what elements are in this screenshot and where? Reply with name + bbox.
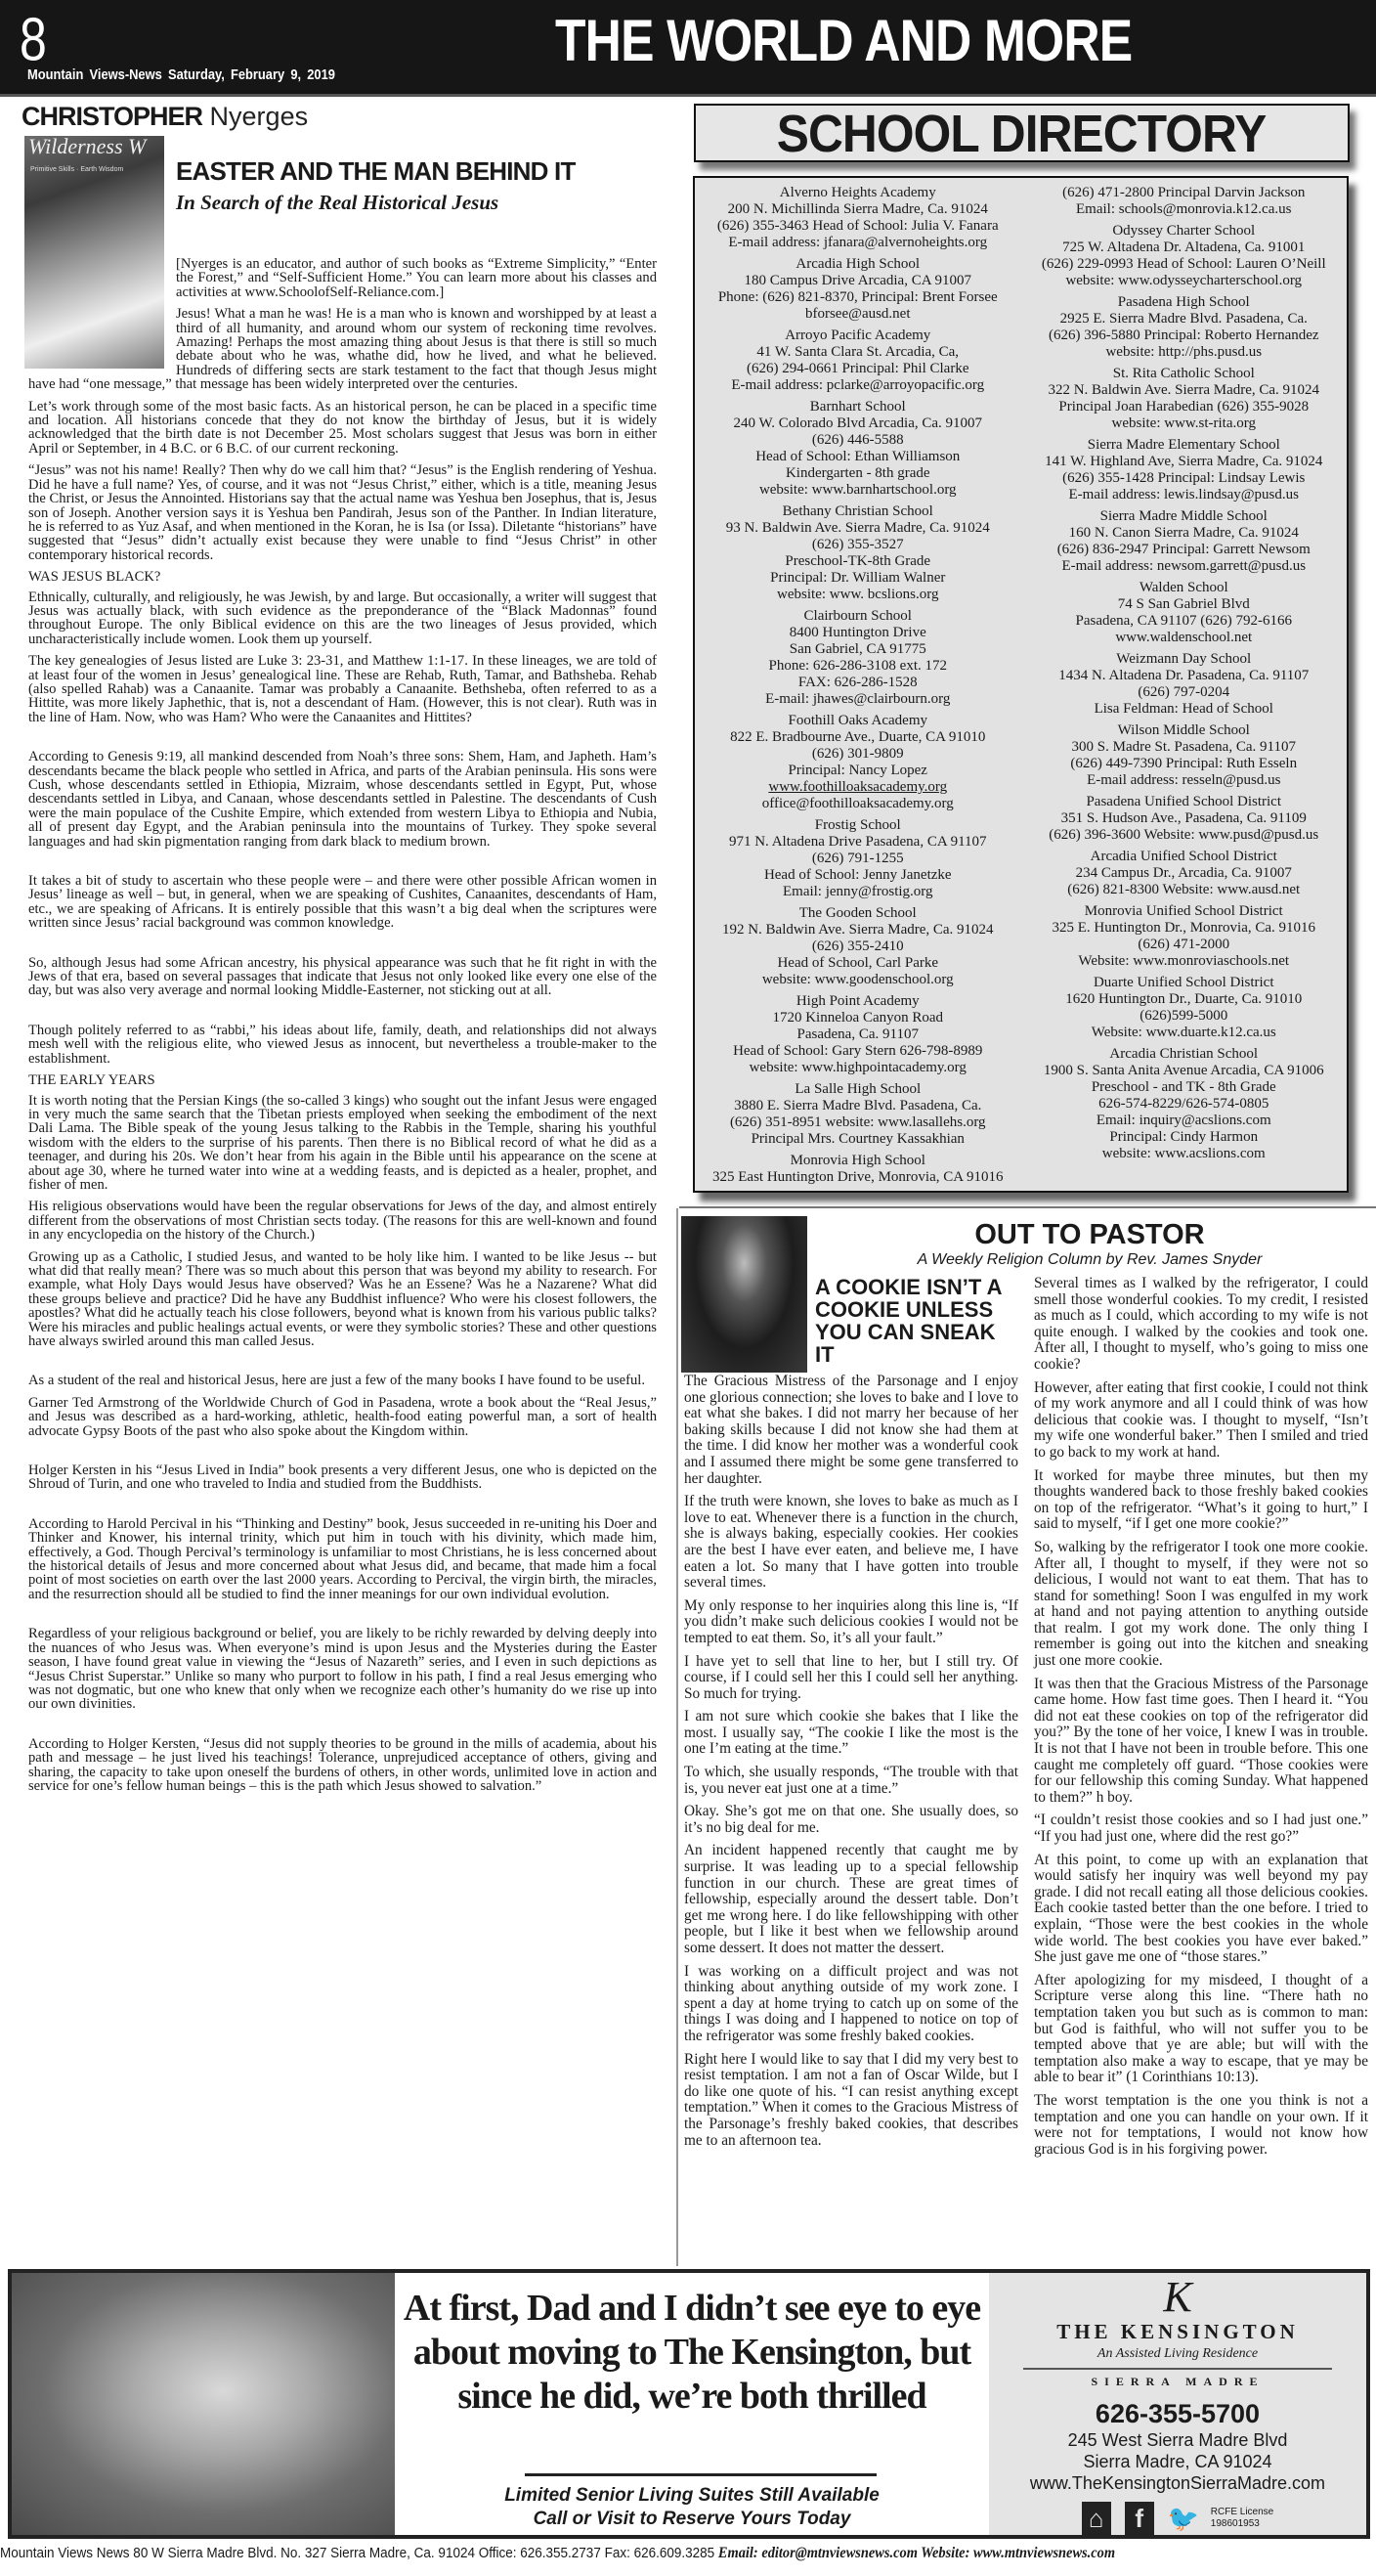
- school-entry: [1021, 1046, 1348, 1162]
- facebook-icon[interactable]: f: [1125, 2502, 1154, 2535]
- school-detail: Kindergarten - 8th grade: [785, 465, 930, 481]
- pastor-paragraph: “I couldn’t resist those cookies and so I had just one.” “If you had just one, where did the rest go?”: [1034, 1812, 1368, 1845]
- school-name: Wilson Middle School: [1117, 722, 1250, 738]
- school-detail: 325 East Huntington Drive, Monrovia, CA 91016: [712, 1169, 1004, 1185]
- school-detail: 351 S. Hudson Ave., Pasadena, Ca. 91109: [1060, 810, 1307, 826]
- article-paragraph: Regardless of your religious background or belief, you are likely to be richly rewarded by delving deeply into the nuances of who Jesus was. When everyone’s mind is upon Jesus and the Mysteries during the Easter season, I have found great value in viewing the “Jesus of Nazareth” series, and I even in such depictions as “Jesus Christ Superstar.” Unlike so many who purport to follow in his path, I find a real Jesus emerging who was not dogmatic, but one who knew that only when we recognize each other’s humanity do we rise up into our own divinities.: [28, 1626, 657, 1713]
- school-detail: (626)599-5000: [1140, 1008, 1228, 1024]
- school-detail: 322 N. Baldwin Ave. Sierra Madre, Ca. 91024: [1048, 382, 1320, 398]
- school-detail[interactable]: www.foothilloaksacademy.org: [768, 779, 948, 795]
- school-name: (626) 471-2800 Principal Darvin Jackson: [1062, 185, 1306, 200]
- school-detail: 1900 S. Santa Anita Avenue Arcadia, CA 91006: [1043, 1063, 1324, 1078]
- school-detail: 200 N. Michillinda Sierra Madre, Ca. 91024: [727, 201, 988, 217]
- pastor-paragraph: I am not sure which cookie she bakes that I like the most. I usually say, “The cookie I like the most is the one I’m eating at the time.”: [684, 1708, 1018, 1758]
- school-name: Pasadena Unified School District: [1086, 794, 1282, 809]
- pastor-paragraph: If the truth were known, she loves to bake as much as I love to eat. Whenever there is a function in the church, she is always baking, especially cookies. Her cookies are the best I have ever eaten, and believe me, I have eaten a lot. So many that I have gotten into trouble several times.: [684, 1493, 1018, 1592]
- school-detail[interactable]: www.waldenschool.net: [1115, 630, 1253, 645]
- author-last-name: Nyerges: [209, 102, 309, 131]
- brand-subtitle: An Assisted Living Residence: [1096, 2346, 1259, 2361]
- school-detail[interactable]: website: www.acslions.com: [1101, 1146, 1266, 1161]
- article-easter: [28, 136, 657, 1801]
- article-paragraph: According to Genesis 9:19, all mankind descended from Noah’s three sons: Shem, Ham, and Japheth. Ham’s descendants became the black people who settled in Africa, and parts of the Arabian peninsula. His sons were Cush, whose descendants settled in Ethiopia, Mizraim, whose descendants settled in Egypt, Put, whose descendants settled in Libya, and Canaan, whose descendants settled in Palestine. The descendants of Cush were the main populace of the Cushite Empire, which extended from western Libya to Ethiopia and Nubia, all of present day Egypt, and the Arabian peninsula into the mountains of Turkey. They spoke several languages and had skin pigmentation ranging from dark black to medium brown.: [28, 749, 657, 850]
- school-detail: Preschool - and TK - 8th Grade: [1091, 1079, 1276, 1095]
- pastor-paragraph: Several times as I walked by the refrigerator, I could smell those wonderful cookies. To my credit, I resisted as much as I could, which according to my wife is not quite enough. I walked by the cookies and took one. After all, I thought to myself, who’s going to miss one cookie?: [1034, 1275, 1368, 1373]
- author-first-name: CHRISTOPHER: [22, 102, 203, 131]
- school-detail: (626) 355-2410: [811, 939, 904, 954]
- photo-caption-title: Wilderness W: [28, 136, 147, 158]
- school-directory-title: [694, 104, 1350, 162]
- page-number: 8: [20, 5, 47, 74]
- school-detail: (626) 396-5880 Principal: Roberto Hernandez: [1048, 327, 1319, 343]
- school-name: Monrovia High School: [790, 1153, 925, 1168]
- article-paragraph: Jesus! What a man he was! He is a man who is known and worshipped by at least a third of all humanity, and around whom our system of reckoning time revolves. Amazing! Perhaps the most amazing thing about Jesus is that there is still so much debate about who he was, whathe did, how he lived, and what he believed. Hundreds of differing sects are stark testament to the fact that though Jesus might have had “one message,” that message has been widely interpreted over the centuries.: [28, 306, 657, 393]
- school-detail: Principal: Nancy Lopez: [788, 763, 927, 778]
- pastor-headline: A COOKIE ISN’T A COOKIE UNLESS YOU CAN SNEAK IT: [815, 1275, 1002, 1367]
- school-detail: 141 W. Highland Ave, Sierra Madre, Ca. 91024: [1045, 454, 1323, 469]
- school-detail[interactable]: website: www.barnhartschool.org: [758, 482, 957, 498]
- pastor-paragraph: However, after eating that first cookie, I could not think of my work anymore and all I could think of was how delicious that cookie was. I thought to myself, “Isn’t my wife one wonderful baker.” Then I smiled and tried to go back to my work at hand.: [1034, 1378, 1368, 1461]
- school-entry: [1021, 366, 1348, 432]
- school-detail: FAX: 626-286-1528: [797, 675, 918, 690]
- school-detail: Preschool-TK-8th Grade: [785, 553, 931, 569]
- school-detail: 3880 E. Sierra Madre Blvd. Pasadena, Ca.: [734, 1098, 982, 1113]
- school-detail: (626) 797-0204: [1138, 684, 1230, 700]
- pastor-paragraph: My only response to her inquiries along this line is, “If you didn’t make such delicious cookies I would not be tempted to eat them. So, it’s all your fault.”: [684, 1596, 1018, 1646]
- column-divider: [676, 1208, 678, 2266]
- directory-column-left: [695, 178, 1021, 1191]
- school-detail[interactable]: E-mail address: pclarke@arroyopacific.org: [731, 377, 985, 393]
- school-entry: [695, 713, 1021, 812]
- ad-icons: [989, 2502, 1366, 2535]
- school-entry: [695, 399, 1021, 499]
- article-paragraph: The key genealogies of Jesus listed are Luke 3: 23-31, and Matthew 1:1-17. In these lineages, we are told of at least four of the women in Jesus’ genealogical line. These are Rehab, Ruth, Tamar, and Bathsheba. Rehab (also spelled Rahab) was a Canaanite. Tamar was probably a Canaanite. Bethsheba, often referred to as a Hittite, was more likely Japhethic, that is, not a descendant of Ham. (However, this is not clear). Ruth was in the line of Ham. Now, who was Ham? Who were the Canaanites and Hittites?: [28, 653, 657, 725]
- school-detail: Head of School: Jenny Janetzke: [763, 867, 952, 883]
- school-detail: Principal Mrs. Courtney Kassakhian: [751, 1131, 965, 1147]
- pastor-paragraph: The Gracious Mistress of the Parsonage and I enjoy one glorious connection; she loves to bake and I love to eat what she bakes. I did not marry her because of her baking skills because I did not know she had them at the time. I did know her mother was a wonderful cook and I assumed there might be some gene transferred to her daughter.: [684, 1373, 1018, 1487]
- school-name: Monrovia Unified School District: [1084, 903, 1283, 919]
- school-detail: 74 S San Gabriel Blvd: [1117, 596, 1250, 612]
- school-detail: Head of School, Carl Parke: [777, 955, 939, 971]
- school-name: Walden School: [1139, 580, 1228, 595]
- school-detail: 160 N. Canon Sierra Madre, Ca. 91024: [1068, 525, 1299, 541]
- school-entry: [695, 905, 1021, 988]
- article-paragraph: Holger Kersten in his “Jesus Lived in India” book presents a very different Jesus, one who is depicted on the Shroud of Turin, and one who traveled to India and studied from the Buddhists.: [28, 1463, 657, 1493]
- school-detail[interactable]: website: www.st-rita.org: [1111, 415, 1256, 431]
- pastor-paragraph: The worst temptation is the one you think is not a temptation and one you can handle on your own. If it were not for temptations, I would not know how gracious God is in his forgiving power.: [1034, 2091, 1368, 2158]
- school-detail: (626) 791-1255: [811, 851, 904, 866]
- pastor-paragraph: So, walking by the refrigerator I took one more cookie. After all, I thought to myself, if they were not so delicious, I would not want to eat them. That has to stand for something! Soon I was engulfed in my work at hand and not paying attention to anything outside that realm. I got my work done. The only thing I remember is going out into the kitchen and sneaking just one more cookie.: [1034, 1538, 1368, 1670]
- school-entry: [695, 608, 1021, 708]
- school-entry: [695, 327, 1021, 394]
- pastor-paragraph: An incident happened recently that caught me by surprise. It was leading up to a special fellowship function in our church. These are great times of fellowship, especially around the dessert table. Don’t get me wrong here. I do like fellowshipping with other people, but I like it best when we fellowship around some dessert. It does not matter the dessert.: [684, 1842, 1018, 1956]
- article-paragraph: It is worth noting that the Persian Kings (the so-called 3 kings) who sought out the infant Jesus were engaged in very much the same search that the Tibetan priests employed when seeking the embodiment of the next Dali Lama. The Bible speak of the young Jesus talking to the Rabbis in the Temple, sharing his youthful wisdom with the elders to the surprise of his parents. Then there is no Biblical record of what he did as a teenager, and during his 20s. We don’t hear from his again in the Bible until his appearance on the scene at about age 30, where he turned water into wine at a wedding feasts, and is depicted as a healer, prophet, and fisher of men.: [28, 1092, 657, 1193]
- school-detail: 325 E. Huntington Dr., Monrovia, Ca. 91016: [1052, 920, 1316, 936]
- school-detail[interactable]: E-mail: jhawes@clairbourn.org: [765, 691, 951, 707]
- school-detail: 626-574-8229/626-574-0805: [1098, 1096, 1269, 1112]
- school-detail: 234 Campus Dr., Arcadia, Ca. 91007: [1075, 865, 1292, 881]
- school-name: Arroyo Pacific Academy: [785, 327, 931, 343]
- school-detail: 8400 Huntington Drive: [789, 625, 926, 640]
- article-body: [28, 257, 657, 1793]
- pastor-paragraph: It worked for maybe three minutes, but then my thoughts wandered back to those freshly baked cookies on top of the refrigerator. “What’s it going to hurt,” I said to myself, “if I get one more cookie?”: [1034, 1466, 1368, 1533]
- school-entry: [695, 1081, 1021, 1148]
- brand-name: THE KENSINGTON: [1056, 2320, 1299, 2343]
- school-entry: [1021, 437, 1348, 503]
- section-title: THE WORLD AND MORE: [555, 8, 1133, 73]
- school-detail: (626) 355-3527: [811, 537, 904, 552]
- school-detail: Lisa Feldman: Head of School: [1094, 701, 1273, 717]
- rcfe-license: [1211, 2507, 1273, 2530]
- school-detail[interactable]: E-mail address: jfanara@alvernoheights.org: [728, 235, 988, 250]
- school-detail: 93 N. Baldwin Ave. Sierra Madre, Ca. 91024: [725, 520, 990, 536]
- school-detail[interactable]: website: www.goodenschool.org: [761, 972, 954, 987]
- school-detail: 240 W. Colorado Blvd Arcadia, Ca. 91007: [733, 415, 983, 431]
- school-entry: [1021, 849, 1348, 898]
- article-paragraph: It takes a bit of study to ascertain who these people were – and there were other possible African women in Jesus’ lineage as well – but, in general, when we are speaking of Cushites, Canaanites, descendants of Ham, etc., we are speaking of Africans. It is entirely possible that this wasn’t a big deal when the scriptures were written since Jesus’ racial background was common knowledge.: [28, 873, 657, 932]
- school-detail: (626) 836-2947 Principal: Garrett Newsom: [1056, 542, 1311, 557]
- pastor-column-subtitle: A Weekly Religion Column by Rev. James Snyder: [917, 1251, 1263, 1268]
- article-paragraph: Garner Ted Armstrong of the Worldwide Church of God in Pasadena, wrote a book about the “Real Jesus,” and Jesus was described as a hard-working, athletic, health-food eating powerful man, a sort of health advocate Gypsy Boots of the past who also spoke about the Kingdom within.: [28, 1394, 657, 1439]
- school-detail[interactable]: website: www.odysseycharterschool.org: [1065, 273, 1303, 288]
- pastor-paragraph: Okay. She’s got me on that one. She usually does, so it’s no big deal for me.: [684, 1803, 1018, 1836]
- page-footer: [0, 2545, 1238, 2562]
- article-paragraph: Though politely referred to as “rabbi,” his ideas about life, family, death, and relationships did not always mesh well with the religious elite, who viewed Jesus as innocent, but nevertheless a trouble-maker to the establishment.: [28, 1022, 657, 1067]
- school-detail[interactable]: (626) 396-3600 Website: www.pusd@pusd.us: [1049, 827, 1319, 843]
- license-number: 198601953: [1210, 2518, 1260, 2529]
- school-detail: 180 Campus Drive Arcadia, CA 91007: [744, 273, 971, 288]
- article-subhead: WAS JESUS BLACK?: [28, 569, 161, 586]
- school-detail: (626) 229-0993 Head of School: Lauren O’Neill: [1041, 256, 1326, 272]
- school-detail[interactable]: Website: www.monroviaschools.net: [1078, 953, 1290, 969]
- school-directory: [693, 176, 1349, 1193]
- school-detail: 1434 N. Altadena Dr. Pasadena, Ca. 91107: [1058, 668, 1310, 683]
- footer-info: Mountain Views News 80 W Sierra Madre Blvd. No. 327 Sierra Madre, Ca. 91024 Office: 626.355.2737 Fax: 626.609.3285: [0, 2545, 715, 2561]
- school-detail: Principal: Cindy Harmon: [1109, 1129, 1259, 1145]
- school-entry: [1021, 185, 1348, 218]
- school-detail: (626) 446-5588: [811, 432, 904, 448]
- school-name: St. Rita Catholic School: [1112, 366, 1255, 381]
- school-name: Odyssey Charter School: [1112, 223, 1256, 239]
- school-detail: San Gabriel, CA 91775: [789, 641, 926, 657]
- photo-spacer: [684, 1276, 815, 1374]
- school-detail: (626) 355-1428 Principal: Lindsay Lewis: [1062, 470, 1306, 486]
- school-entry: [695, 817, 1021, 900]
- article-paragraph: Growing up as a Catholic, I studied Jesus, and wanted to be holy like him. I wanted to be like Jesus -- but what did that really mean? There was so much about this person that was beyond my ability to research. For example, what Holy Days would Jesus have observed? Was he an Essene? Was he a Nazarene? What did these groups believe and practice? Did he have any Buddhist influence? Who were his closest followers, the apostles? What did he actually teach his close followers, beyond what is known from his various public talks? Were his miracles and public healings actual events, or were they symbolic stories? These and other questions have always swirled around this man called Jesus.: [28, 1248, 657, 1349]
- school-detail[interactable]: Email: schools@monrovia.k12.ca.us: [1076, 201, 1292, 217]
- pastor-paragraph: I was working on a difficult project and was not thinking about anything outside of my work zone. I spent a day at home trying to catch up on some of the things I was doing and I happened to notice on top of the refrigerator was some freshly baked cookies.: [684, 1962, 1018, 2044]
- school-name: Frostig School: [814, 817, 901, 833]
- pastor-body: [684, 1276, 1368, 2161]
- school-detail: 1620 Huntington Dr., Duarte, Ca. 91010: [1065, 991, 1303, 1007]
- school-detail: Head of School: Ethan Williamson: [755, 449, 961, 464]
- school-detail[interactable]: website: www. bcslions.org: [777, 587, 939, 602]
- school-detail: 1720 Kinneloa Canyon Road: [772, 1010, 944, 1026]
- school-detail[interactable]: (626) 821-8300 Website: www.ausd.net: [1067, 882, 1301, 897]
- article-paragraph: His religious observations would have been the regular observations for Jews of the day, and almost entirely different from the observations of most Christian sects today. (The reasons for this are well-known and found in any encyclopedia on the history of the Church.): [28, 1199, 657, 1244]
- pastor-paragraph: It was then that the Gracious Mistress of the Parsonage came home. How fast time goes. Then I heard it. “You did not eat these cookies on top of the refrigerator did you?” By the tone of her voice, I knew I was in trouble. It is not that I have not been in trouble before. This one caught me completely off guard. “Those cookies were for our fellowship this coming Sunday. What happened to them?” h boy.: [1034, 1675, 1368, 1806]
- school-detail: Head of School: Gary Stern 626-798-8989: [733, 1043, 983, 1059]
- ad-tagline-1: Limited Senior Living Suites Still Available: [504, 2485, 880, 2506]
- school-name: Alverno Heights Academy: [779, 185, 936, 200]
- school-detail: 822 E. Bradbourne Ave., Duarte, CA 91010: [730, 729, 986, 745]
- school-detail[interactable]: (626) 351-8951 website: www.lasallehs.org: [729, 1114, 986, 1130]
- school-name: The Gooden School: [798, 905, 917, 921]
- school-detail: Principal: Dr. William Walner: [770, 570, 946, 586]
- school-detail: Phone: (626) 821-8370, Principal: Brent Forsee: [717, 289, 998, 305]
- ad-address-1: 245 West Sierra Madre Blvd: [1067, 2430, 1288, 2450]
- kensington-ad[interactable]: [8, 2269, 1370, 2539]
- school-detail[interactable]: Email: jenny@frostig.org: [782, 884, 933, 899]
- school-detail: Pasadena, CA 91107 (626) 792-6166: [1075, 613, 1292, 629]
- school-entry: [1021, 580, 1348, 646]
- paper-date: Mountain Views-News Saturday, February 9, 2019: [27, 66, 335, 83]
- school-detail: Principal Joan Harabedian (626) 355-9028: [1058, 399, 1310, 415]
- pastor-paragraph: To which, she usually responds, “The trouble with that is, you never eat just one at a time.”: [684, 1764, 1018, 1797]
- school-name: Sierra Madre Elementary School: [1087, 437, 1280, 453]
- pastor-column-title: OUT TO PASTOR: [974, 1219, 1205, 1250]
- school-detail[interactable]: website: http://phs.pusd.us: [1105, 344, 1263, 360]
- article-paragraph: [Nyerges is an educator, and author of such books as “Extreme Simplicity,” “Enter the Forest,” and “Self-Sufficient Home.” You can learn more about his classes and activities at www.SchoolofSelf-Reliance.com.]: [176, 256, 657, 300]
- school-entry: [1021, 794, 1348, 844]
- school-name: La Salle High School: [795, 1081, 922, 1097]
- ad-contact-panel: [989, 2273, 1366, 2535]
- article-paragraph: According to Harold Percival in his “Thinking and Destiny” book, Jesus succeeded in re-uniting his Doer and Thinker and Knower, his internal trinity, which put him in touch with his divinity, which made him, effectively, a God. Though Percival’s terminology is unfamiliar to most Christians, he is less concerned about the historical details of Jesus and more concerned about what Jesus did, and became, that made him a focal point of most societies on earth over the last 2000 years. According to Percival, the virgin birth, the miracles, and the resurrection should all be studied to find the inner meanings for our own individual evolution.: [28, 1515, 657, 1602]
- article-paragraph: As a student of the real and historical Jesus, here are just a few of the many books I have found to be useful.: [28, 1373, 645, 1389]
- school-detail: (626) 449-7390 Principal: Ruth Esseln: [1070, 756, 1298, 771]
- pastor-paragraph: After apologizing for my misdeed, I thought of a Scripture verse along this line. “There hath no temptation taken you but such as is common to man: but God is faithful, who will not suffer you to be tempted above that ye are able; but will with the temptation also make a way to escape, that ye may be able to bear it” (1 Corinthians 10:13).: [1034, 1971, 1368, 2086]
- school-detail: 300 S. Madre St. Pasadena, Ca. 91107: [1071, 739, 1296, 755]
- school-name: High Point Academy: [796, 993, 920, 1009]
- school-detail: (626) 355-3463 Head of School: Julia V. Fanara: [716, 218, 999, 234]
- kensington-logo-icon: K: [1163, 2273, 1192, 2321]
- license-label: RCFE License: [1210, 2507, 1274, 2517]
- ad-website[interactable]: www.TheKensingtonSierraMadre.com: [1029, 2473, 1326, 2493]
- pastor-article: [684, 1276, 1368, 2265]
- school-detail: Pasadena, Ca. 91107: [796, 1026, 919, 1042]
- book-cover-photo: [24, 136, 164, 369]
- school-detail[interactable]: Email: inquiry@acslions.com: [1096, 1113, 1271, 1128]
- school-detail: 725 W. Altadena Dr. Altadena, Ca. 91001: [1062, 240, 1306, 255]
- school-entry: [695, 503, 1021, 603]
- school-entry: [1021, 294, 1348, 361]
- article-paragraph: “Jesus” was not his name! Really? Then why do we call him that? “Jesus” is the English rendering of Yeshua. Did he have a full name? Yes, of course, and it was not “Jesus Christ,” either, which is a title, meaning Jesus the Christ, or Jesus the Annointed. Historians say that the actual name was Yeshua ben Josephus, that is, Jesus son of Joseph. Another version says it is Yeshua ben Pandirah, Jesus son of the Panther. In Indian literature, he is referred to as Yuz Asaf, and when mentioned in the Koran, he is Isa (or Issa). Diletante “historians” have suggested that “Jesus” didn’t actually exist because they were unable to find “Jesus Christ” in other contemporary historical records.: [28, 462, 657, 563]
- school-name: Pasadena High School: [1117, 294, 1250, 310]
- ad-divider: [525, 2473, 877, 2476]
- school-name: Arcadia High School: [796, 256, 921, 272]
- school-name: Clairbourn School: [803, 608, 912, 624]
- school-entry: [1021, 722, 1348, 789]
- ad-headline: At first, Dad and I didn’t see eye to eye about moving to The Kensington, but since he did, we’re both thrilled: [403, 2288, 981, 2417]
- ad-tagline-2: Call or Visit to Reserve Yours Today: [533, 2509, 851, 2529]
- school-detail: 41 W. Santa Clara St. Arcadia, Ca,: [756, 344, 960, 360]
- school-detail[interactable]: office@foothilloaksacademy.org: [761, 796, 954, 811]
- school-detail[interactable]: E-mail address: newsom.garrett@pusd.us: [1061, 558, 1307, 574]
- footer-contact[interactable]: Email: editor@mtnviewsnews.com Website: www.mtnviewsnews.com: [717, 2545, 1116, 2561]
- article-paragraph: According to Holger Kersten, “Jesus did not supply theories to be ground in the mills of academia, about his path and message – he just lived his teachings! Tolerance, unprejudiced acceptance of others, giving and sharing, the capacity to take upon oneself the burdens of others, in other words, unlimited love in action and service for one’s fellow human beings – this is the path which Jesus showed to salvation.”: [28, 1735, 657, 1794]
- columnist-name: [22, 102, 308, 132]
- school-entry: [695, 1153, 1021, 1186]
- article-title: EASTER AND THE MAN BEHIND IT: [176, 156, 576, 186]
- school-detail: (626) 471-2000: [1138, 937, 1230, 952]
- school-entry: [1021, 508, 1348, 575]
- school-name: Barnhart School: [809, 399, 906, 415]
- ad-tagline: [403, 2484, 981, 2531]
- school-detail[interactable]: website: www.highpointacademy.org: [749, 1060, 967, 1075]
- twitter-icon[interactable]: 🐦: [1167, 2504, 1200, 2533]
- school-entry: [1021, 975, 1348, 1041]
- school-entry: [695, 256, 1021, 323]
- article-subhead: THE EARLY YEARS: [28, 1072, 155, 1089]
- school-entry: [1021, 651, 1348, 718]
- school-entry: [695, 993, 1021, 1076]
- school-detail: Phone: 626-286-3108 ext. 172: [768, 658, 947, 674]
- school-name: Arcadia Christian School: [1109, 1046, 1259, 1062]
- school-detail[interactable]: bforsee@ausd.net: [804, 306, 911, 322]
- school-detail: (626) 294-0661 Principal: Phil Clarke: [747, 361, 969, 376]
- school-detail[interactable]: E-mail address: resseln@pusd.us: [1087, 772, 1281, 788]
- article-paragraph: Ethnically, culturally, and religiously, he was Jewish, by and large. But occasionally, a writer will suggest that Jesus was actually black, with such evidence as the preponderance of the “Black Madonnas” found throughout Europe. The only Biblical evidence on this are the two lineages of Jesus provided, which uncharacteristically include women. Look them up yourself.: [28, 589, 657, 647]
- article-paragraph: Let’s work through some of the most basic facts. As an historical person, he can be placed in a specific time and location. All historians concede that they do not know the birthday of Jesus, but it is widely acknowledged that the birth date is not December 25. Most scholars suggest that Jesus was born in either April or September, in 4 B.C. or 6 B.C. of our current reckoning.: [28, 398, 657, 457]
- school-name: Sierra Madre Middle School: [1099, 508, 1268, 524]
- school-detail: 971 N. Altadena Drive Pasadena, CA 91107: [728, 834, 987, 850]
- article-paragraph: So, although Jesus had some African ancestry, his physical appearance was such that he fit right in with the Jews of that era, based on several passages that indicate that Jesus not only looked like every one else of the day, but was also very average and normal looking Middle-Easterner, not sticking out at all.: [28, 954, 657, 999]
- school-detail: 192 N. Baldwin Ave. Sierra Madre, Ca. 91024: [721, 922, 994, 938]
- school-name: Weizmann Day School: [1116, 651, 1252, 667]
- directory-column-right: [1021, 178, 1348, 1191]
- section-divider: [679, 1206, 1376, 1208]
- school-detail: 2925 E. Sierra Madre Blvd. Pasadena, Ca.: [1059, 311, 1308, 327]
- school-detail[interactable]: Website: www.duarte.k12.ca.us: [1091, 1025, 1276, 1040]
- directory-title-text: SCHOOL DIRECTORY: [777, 105, 1267, 163]
- senior-man-photo: [12, 2273, 395, 2535]
- pastor-paragraph: I have yet to sell that line to her, but I still try. Of course, if I could sell her this I could sell her anything. So much for trying.: [684, 1652, 1018, 1702]
- school-detail: (626) 301-9809: [811, 746, 904, 762]
- school-name: Arcadia Unified School District: [1090, 849, 1277, 864]
- school-name: Bethany Christian School: [782, 503, 933, 519]
- school-entry: [1021, 903, 1348, 970]
- school-entry: [695, 185, 1021, 251]
- school-name: Duarte Unified School District: [1093, 975, 1274, 990]
- brand-divider: [1023, 2368, 1332, 2370]
- pastor-paragraph: At this point, to come up with an explanation that would satisfy her inquiry was well beyond my pay grade. I did not recall eating all those delicious cookies. Each cookie tasted better than the one before. I tried to explain, “Those were the best cookies in the whole wide world. The best cookies you have ever baked.” She just gave me one of “those stares.”: [1034, 1851, 1368, 1966]
- school-detail[interactable]: E-mail address: lewis.lindsay@pusd.us: [1068, 487, 1299, 502]
- article-subtitle: In Search of the Real Historical Jesus: [176, 191, 499, 214]
- pastor-paragraph: Right here I would like to say that I did my very best to resist temptation. I am not a fan of Oscar Wilde, but I do like one quote of his. “I can resist anything except temptation.” When it comes to the Gracious Mistress of the Parsonage’s freshly baked cookies, that describes me to an afternoon tea.: [684, 2050, 1018, 2149]
- ad-phone[interactable]: 626-355-5700: [1095, 2399, 1261, 2428]
- school-entry: [1021, 223, 1348, 289]
- school-name: Foothill Oaks Academy: [788, 713, 927, 728]
- equal-housing-icon: ⌂: [1082, 2502, 1111, 2535]
- masthead: [0, 0, 1376, 97]
- brand-city: SIERRA MADRE: [1091, 2375, 1265, 2388]
- photo-caption-sub: Primitive Skills · Earth Wisdom: [30, 166, 124, 173]
- ad-address-2: Sierra Madre, CA 91024: [1083, 2452, 1272, 2471]
